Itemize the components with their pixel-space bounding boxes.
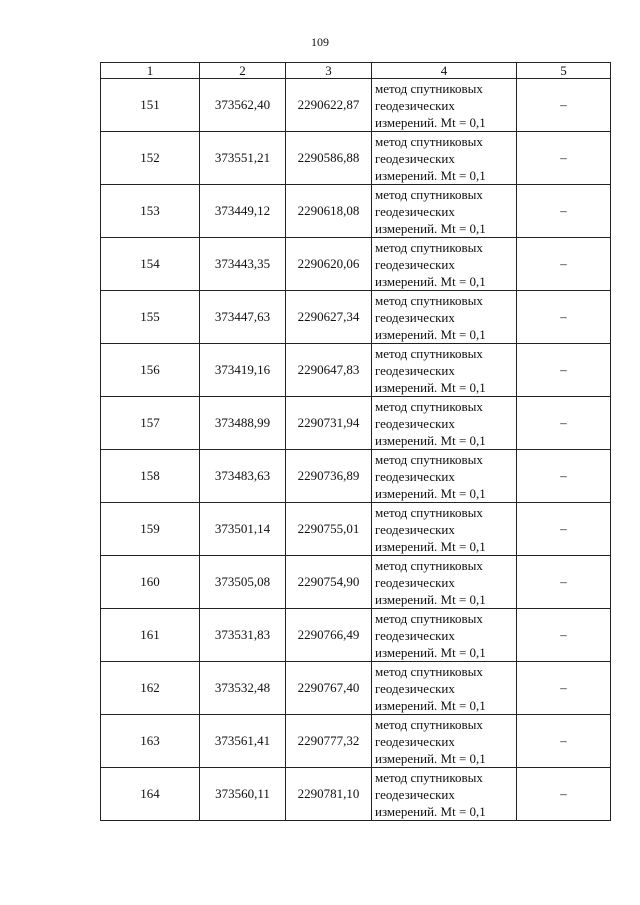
point-number-cell: 153 <box>101 185 200 238</box>
point-number-cell: 161 <box>101 609 200 662</box>
note-cell: – <box>517 79 611 132</box>
y-coordinate-cell: 2290767,40 <box>286 662 372 715</box>
method-cell: метод спутниковых геодезических измерений. Mt = 0,1 <box>372 132 517 185</box>
method-cell: метод спутниковых геодезических измерений. Mt = 0,1 <box>372 715 517 768</box>
x-coordinate-cell: 373443,35 <box>200 238 286 291</box>
x-coordinate-cell: 373449,12 <box>200 185 286 238</box>
point-number-cell: 151 <box>101 79 200 132</box>
x-coordinate-cell: 373561,41 <box>200 715 286 768</box>
method-cell: метод спутниковых геодезических измерений. Mt = 0,1 <box>372 291 517 344</box>
method-cell: метод спутниковых геодезических измерений. Mt = 0,1 <box>372 556 517 609</box>
point-number-cell: 154 <box>101 238 200 291</box>
table-row <box>101 609 611 662</box>
table-row <box>101 132 611 185</box>
x-coordinate-cell: 373560,11 <box>200 768 286 821</box>
column-header-3: 3 <box>286 63 372 79</box>
x-coordinate-cell: 373419,16 <box>200 344 286 397</box>
table-header <box>101 63 611 79</box>
y-coordinate-cell: 2290622,87 <box>286 79 372 132</box>
note-cell: – <box>517 344 611 397</box>
method-cell: метод спутниковых геодезических измерений. Mt = 0,1 <box>372 185 517 238</box>
method-cell: метод спутниковых геодезических измерений. Mt = 0,1 <box>372 344 517 397</box>
table-row <box>101 79 611 132</box>
y-coordinate-cell: 2290731,94 <box>286 397 372 450</box>
column-header-4: 4 <box>372 63 517 79</box>
x-coordinate-cell: 373488,99 <box>200 397 286 450</box>
point-number-cell: 152 <box>101 132 200 185</box>
y-coordinate-cell: 2290777,32 <box>286 715 372 768</box>
page-number: 109 <box>311 35 329 49</box>
table-row <box>101 344 611 397</box>
note-cell: – <box>517 503 611 556</box>
column-header-2: 2 <box>200 63 286 79</box>
table-row <box>101 238 611 291</box>
note-cell: – <box>517 609 611 662</box>
y-coordinate-cell: 2290736,89 <box>286 450 372 503</box>
column-header-1: 1 <box>101 63 200 79</box>
y-coordinate-cell: 2290647,83 <box>286 344 372 397</box>
point-number-cell: 157 <box>101 397 200 450</box>
coordinates-table <box>100 62 611 821</box>
y-coordinate-cell: 2290766,49 <box>286 609 372 662</box>
y-coordinate-cell: 2290586,88 <box>286 132 372 185</box>
table-row <box>101 291 611 344</box>
method-cell: метод спутниковых геодезических измерений. Mt = 0,1 <box>372 79 517 132</box>
note-cell: – <box>517 662 611 715</box>
note-cell: – <box>517 715 611 768</box>
note-cell: – <box>517 556 611 609</box>
x-coordinate-cell: 373531,83 <box>200 609 286 662</box>
table-row <box>101 768 611 821</box>
y-coordinate-cell: 2290755,01 <box>286 503 372 556</box>
column-header-5: 5 <box>517 63 611 79</box>
x-coordinate-cell: 373562,40 <box>200 79 286 132</box>
y-coordinate-cell: 2290618,08 <box>286 185 372 238</box>
y-coordinate-cell: 2290627,34 <box>286 291 372 344</box>
method-cell: метод спутниковых геодезических измерений. Mt = 0,1 <box>372 238 517 291</box>
point-number-cell: 160 <box>101 556 200 609</box>
method-cell: метод спутниковых геодезических измерений. Mt = 0,1 <box>372 609 517 662</box>
note-cell: – <box>517 132 611 185</box>
point-number-cell: 155 <box>101 291 200 344</box>
note-cell: – <box>517 768 611 821</box>
point-number-cell: 158 <box>101 450 200 503</box>
point-number-cell: 162 <box>101 662 200 715</box>
point-number-cell: 163 <box>101 715 200 768</box>
method-cell: метод спутниковых геодезических измерений. Mt = 0,1 <box>372 768 517 821</box>
method-cell: метод спутниковых геодезических измерений. Mt = 0,1 <box>372 503 517 556</box>
note-cell: – <box>517 397 611 450</box>
table-row <box>101 662 611 715</box>
y-coordinate-cell: 2290620,06 <box>286 238 372 291</box>
table-row <box>101 715 611 768</box>
table-row <box>101 397 611 450</box>
note-cell: – <box>517 291 611 344</box>
table-row <box>101 556 611 609</box>
note-cell: – <box>517 238 611 291</box>
note-cell: – <box>517 450 611 503</box>
x-coordinate-cell: 373505,08 <box>200 556 286 609</box>
y-coordinate-cell: 2290781,10 <box>286 768 372 821</box>
x-coordinate-cell: 373501,14 <box>200 503 286 556</box>
method-cell: метод спутниковых геодезических измерений. Mt = 0,1 <box>372 662 517 715</box>
point-number-cell: 164 <box>101 768 200 821</box>
method-cell: метод спутниковых геодезических измерений. Mt = 0,1 <box>372 450 517 503</box>
note-cell: – <box>517 185 611 238</box>
y-coordinate-cell: 2290754,90 <box>286 556 372 609</box>
method-cell: метод спутниковых геодезических измерений. Mt = 0,1 <box>372 397 517 450</box>
table-body <box>101 79 611 821</box>
x-coordinate-cell: 373532,48 <box>200 662 286 715</box>
x-coordinate-cell: 373447,63 <box>200 291 286 344</box>
table-row <box>101 450 611 503</box>
x-coordinate-cell: 373551,21 <box>200 132 286 185</box>
point-number-cell: 156 <box>101 344 200 397</box>
x-coordinate-cell: 373483,63 <box>200 450 286 503</box>
table-row <box>101 185 611 238</box>
header-row <box>101 63 611 79</box>
table-row <box>101 503 611 556</box>
point-number-cell: 159 <box>101 503 200 556</box>
